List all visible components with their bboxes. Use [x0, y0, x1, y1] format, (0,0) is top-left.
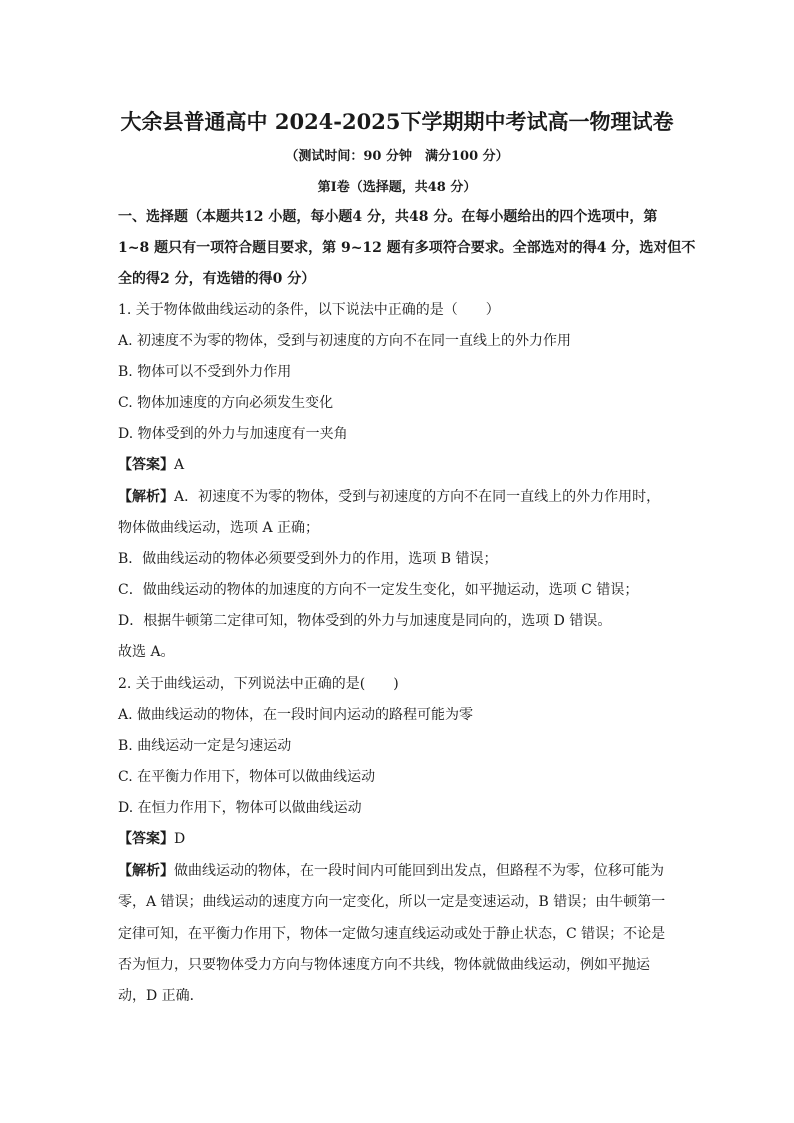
instructions-line: 一、选择题（本题共12 小题，每小题4 分，共48 分。在每小题给出的四个选项中，第 — [118, 209, 658, 225]
question-2-answer — [118, 829, 185, 849]
analysis-text: 做曲线运动的物体，在一段时间内可能回到出发点，但路程不为零，位移可能为 — [174, 863, 664, 879]
question-1-option-c: C. 物体加速度的方向必须发生变化 — [118, 395, 334, 411]
question-2-option-c: C. 在平衡力作用下，物体可以做曲线运动 — [118, 769, 376, 785]
instructions-line: 1~8 题只有一项符合题目要求，第 9~12 题有多项符合要求。全部选对的得4 分，选对但不 — [118, 240, 696, 256]
answer-tag: 【答案】 — [118, 831, 174, 847]
question-1-option-d: D. 物体受到的外力与加速度有一夹角 — [118, 426, 348, 442]
analysis-line: 物体做曲线运动，选项 A 正确； — [118, 520, 320, 536]
question-1-stem: 1. 关于物体做曲线运动的条件，以下说法中正确的是（ ） — [118, 302, 500, 318]
analysis-line: C．做曲线运动的物体的加速度的方向不一定发生变化，如平抛运动，选项 C 错误； — [118, 582, 639, 598]
analysis-line: D．根据牛顿第二定律可知，物体受到的外力与加速度是同向的，选项 D 错误。 — [118, 613, 612, 629]
exam-time-info: （测试时间：90 分钟 满分100 分） — [285, 149, 509, 164]
analysis-line: 零，A 错误；曲线运动的速度方向一定变化，所以一定是变速运动，B 错误；由牛顿第一 — [118, 894, 666, 910]
analysis-line: 定律可知，在平衡力作用下，物体一定做匀速直线运动或处于静止状态，C 错误；不论是 — [118, 926, 666, 942]
question-2-option-a: A. 做曲线运动的物体，在一段时间内运动的路程可能为零 — [118, 707, 474, 723]
analysis-line: 动，D 正确． — [118, 988, 204, 1004]
question-2-option-b: B. 曲线运动一定是匀速运动 — [118, 738, 292, 754]
analysis-line: 故选 A。 — [118, 644, 175, 660]
part-heading: 第Ⅰ卷（选择题，共48 分） — [317, 180, 477, 195]
analysis-tag: 【解析】 — [118, 489, 174, 505]
question-1-option-a: A. 初速度不为零的物体，受到与初速度的方向不在同一直线上的外力作用 — [118, 333, 572, 349]
answer-value: A — [174, 457, 185, 473]
answer-tag: 【答案】 — [118, 457, 174, 473]
question-2-option-d: D. 在恒力作用下，物体可以做曲线运动 — [118, 800, 362, 816]
analysis-line: B．做曲线运动的物体必须要受到外力的作用，选项 B 错误； — [118, 551, 498, 567]
analysis-text: A．初速度不为零的物体，受到与初速度的方向不在同一直线上的外力作用时， — [174, 489, 661, 505]
question-1-answer — [118, 455, 184, 475]
question-1-analysis — [118, 487, 660, 507]
answer-value: D — [174, 831, 186, 847]
analysis-tag: 【解析】 — [118, 863, 174, 879]
page-title: 大余县普通高中 2024-2025下学期期中考试高一物理试卷 — [120, 109, 674, 134]
analysis-line: 否为恒力，只要物体受力方向与物体速度方向不共线，物体就做曲线运动，例如平抛运 — [118, 957, 650, 973]
instructions-line: 全的得2 分，有选错的得0 分） — [118, 271, 316, 287]
question-1-option-b: B. 物体可以不受到外力作用 — [118, 364, 292, 380]
question-2-stem: 2. 关于曲线运动，下列说法中正确的是( ) — [118, 676, 399, 692]
question-2-analysis — [118, 861, 664, 881]
